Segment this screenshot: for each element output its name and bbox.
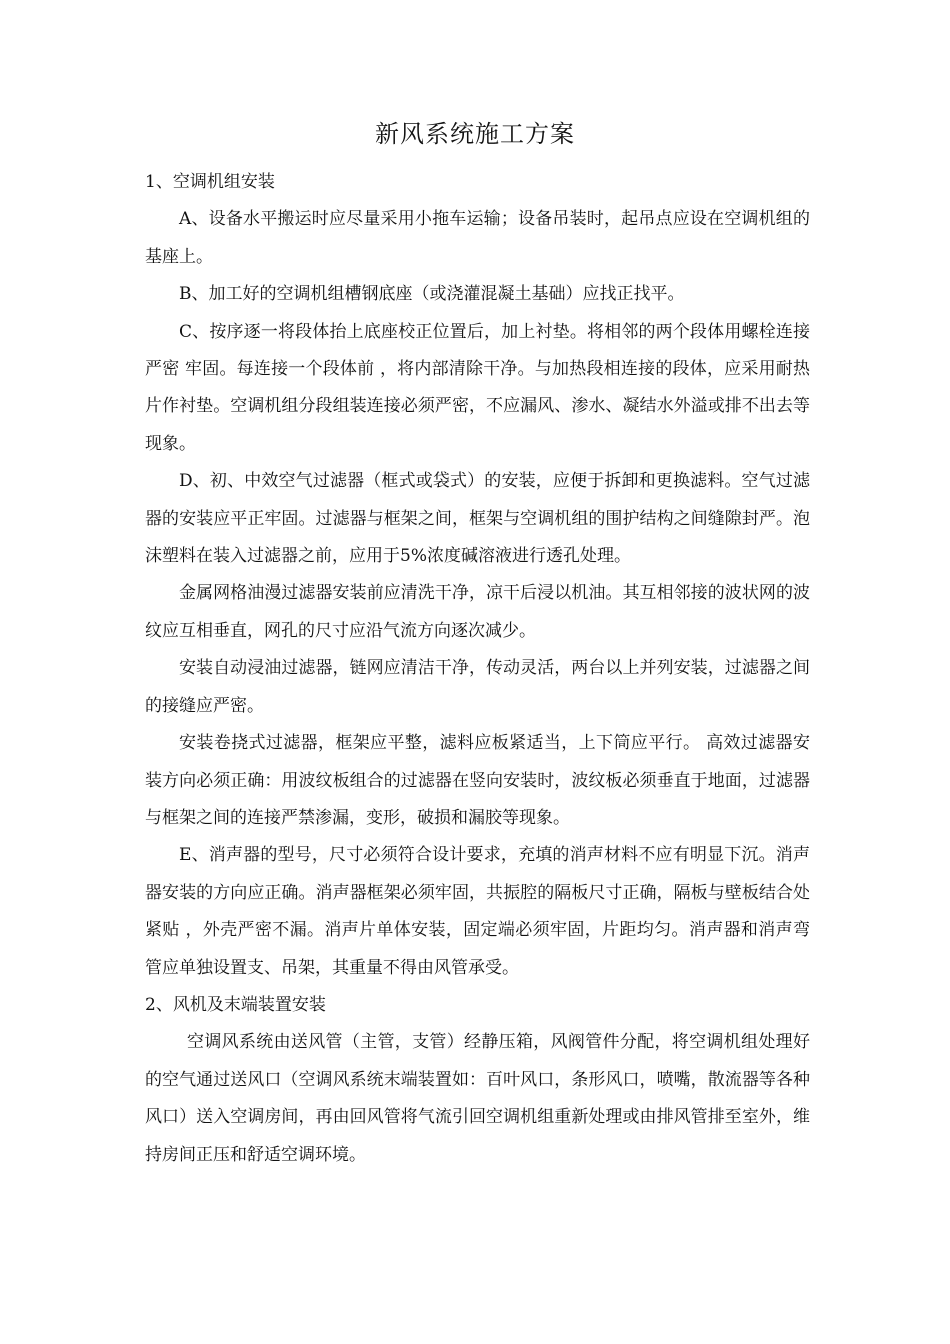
document-title: 新风系统施工方案 bbox=[375, 120, 575, 148]
paragraph-d: D、初、中效空气过滤器（框式或袋式）的安装，应便于拆卸和更换滤料。空气过滤器的安装应平正牢固。过滤器与框架之间，框架与空调机组的围护结构之间缝隙封严。泡沫塑料在装入过滤器之前，应用于5%浓度碱溶液进行透孔处理。 bbox=[145, 471, 810, 567]
paragraph-e: E、消声器的型号，尺寸必须符合设计要求，充填的消声材料不应有明显下沉。消声器安装的方向应正确。消声器框架必须牢固，共振腔的隔板尺寸正确，隔板与壁板结合处紧贴 ，外壳严密不漏。消声片单体安装，固定端必须牢固，片距均匀。消声器和消声弯管应单独设置支、吊架，其重量不得由风管承受。 bbox=[145, 845, 810, 978]
paragraph-roll-filter: 安装卷挠式过滤器，框架应平整，滤料应板紧适当，上下筒应平行。 高效过滤器安装方向必须正确：用波纹板组合的过滤器在竖向安装时，波纹板必须垂直于地面，过滤器与框架之间的连接严禁渗漏，变形，破损和漏胶等现象。 bbox=[145, 733, 810, 828]
paragraph-metal-mesh-filter: 金属网格油漫过滤器安装前应清洗干净，凉干后浸以机油。其互相邻接的波状网的波纹应互相垂直，网孔的尺寸应沿气流方向逐次减少。 bbox=[145, 583, 810, 641]
paragraph-a: A、设备水平搬运时应尽量采用小拖车运输；设备吊装时，起吊点应设在空调机组的基座上。 bbox=[145, 209, 810, 267]
document-body bbox=[145, 164, 810, 1174]
paragraph-b: B、加工好的空调机组槽钢底座（或浇灌混凝土基础）应找正找平。 bbox=[179, 284, 685, 305]
paragraph-c: C、按序逐一将段体抬上底座校正位置后，加上衬垫。将相邻的两个段体用螺栓连接严密 牢固。每连接一个段体前 ，将内部清除干净。与加热段相连接的段体，应采用耐热片作衬垫。空调机组分段组装连接必须严密，不应漏风、渗水、凝结水外溢或排不出去等现象。 bbox=[145, 321, 810, 454]
paragraph-auto-oil-filter: 安装自动浸油过滤器，链网应清洁干净，传动灵活，两台以上并列安装，过滤器之间的接缝应严密。 bbox=[145, 658, 810, 716]
paragraph-air-system: 空调风系统由送风管（主管，支管）经静压箱，风阀管件分配，将空调机组处理好的空气通过送风口（空调风系统末端装置如：百叶风口，条形风口，喷嘴，散流器等各种风口）送入空调房间，再由回风管将气流引回空调机组重新处理或由排风管排至室外，维持房间正压和舒适空调环境。 bbox=[145, 1032, 810, 1165]
section-heading-1: 1、空调机组安装 bbox=[145, 172, 275, 192]
section-heading-2: 2、风机及末端装置安装 bbox=[145, 994, 326, 1015]
